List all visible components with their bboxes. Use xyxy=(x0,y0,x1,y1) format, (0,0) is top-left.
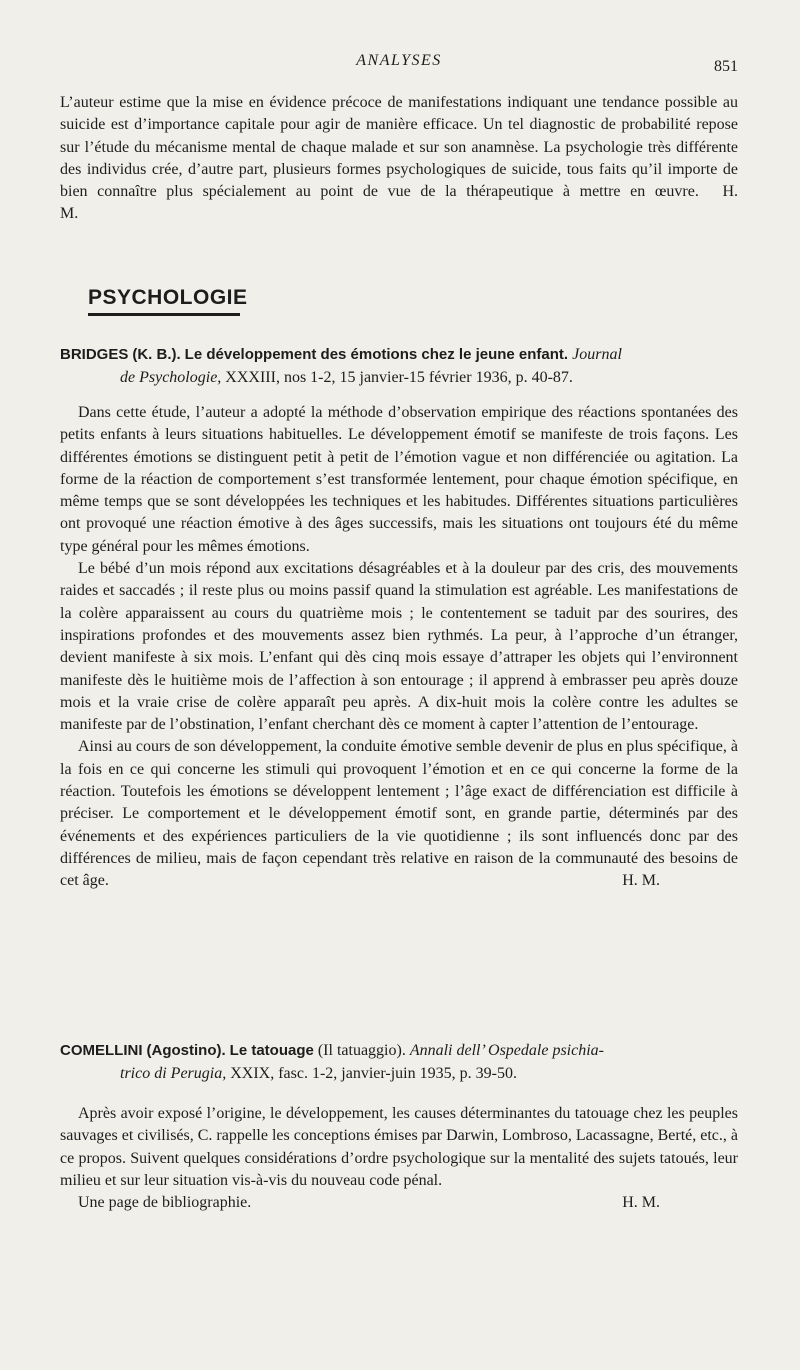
review-title: Le développement des émotions chez le jeune enfant. xyxy=(184,346,569,363)
review-citation: XXXIII, nos 1-2, 15 janvier-15 février 1936, p. 40-87. xyxy=(225,368,573,386)
review-title: Le tatouage xyxy=(229,1042,314,1059)
review-paragraph-text: Ainsi au cours de son développement, la conduite émotive semble devenir de plus en plus spécifique, à la fois en ce qui concerne les stimuli qui provoquent l’émotion et en ce qui concerne la forme de la réaction. Toutefois les émotions se développent lentement ; l’âge exact de différenciation est difficile à préciser. Le comportement et le développement émotif sont, en grande partie, déterminés par des événements et des expériences particuliers de la vie quotidienne ; ils sont influencés donc par des différences de milieu, mais de façon cependant très relative en raison de la communauté des besoins de cet âge. xyxy=(60,738,738,890)
review-paragraph: Le bébé d’un mois répond aux excitations désagréables et à la douleur par des cris, des mouvements raides et saccadés ; il reste plus ou moins passif quand la stimulation est agréable. Les manifestations de la colère apparaissent au cours du quatrième mois ; le contentement se taduit par des sourires, des inspirations profondes et des mouvements assez bien rythmés. La peur, à l’approche d’un étranger, devient manifeste à six mois. L’enfant qui dès cinq mois essaye d’attraper les objets qui l’environnent manifeste dès le huitième mois de l’affection à son entourage ; il apprend à embrasser peu après douze mois et la vraie crise de colère apparaît peu après. A dix-huit mois la colère contre les adultes se manifeste par de l’obstination, l’enfant cherchant dès ce moment à capter l’attention de l’entourage. xyxy=(60,560,738,734)
intro-signature: H. M. xyxy=(60,183,739,223)
review-paragraph: Dans cette étude, l’auteur a adopté la méthode d’observation empirique des réactions spontanées des petits enfants à leurs situations habituelles. Le développement émotif se manifeste de trois façons. Les différentes émotions se distinguent petit à petit de l’émotion vague et non différenciée ou agitation. La forme de la réaction de comportement s’est transformée lentement, pour chaque émotion spécifique, en même temps que se sont développées les techniques et les habitudes. Différentes situations particulières ont provoqué une réaction émotive à des âges successifs, mais les situations ont toujours été du même type général pour les mêmes émotions. xyxy=(60,404,738,555)
review-author-initials: (K. B.). xyxy=(132,346,181,363)
review-signature: H. M. xyxy=(622,1194,660,1212)
reference-line-2 xyxy=(60,1063,738,1086)
section-underline xyxy=(88,313,240,316)
review-journal-part-1: Journal xyxy=(572,346,622,363)
intro-block xyxy=(60,92,738,226)
page-header xyxy=(60,52,738,78)
review-2-body xyxy=(60,1103,738,1214)
review-paragraph xyxy=(60,736,738,892)
review-author: COMELLINI xyxy=(60,1042,143,1059)
review-journal-part-1: Annali dell’ Ospedale psichia- xyxy=(409,1042,604,1059)
review-citation: XXIX, fasc. 1-2, janvier-juin 1935, p. 39-50. xyxy=(230,1064,517,1082)
review-paragraph-text: Une page de bibliographie. xyxy=(78,1194,252,1212)
review-original-title: (Il tatuaggio). xyxy=(317,1042,406,1059)
review-author-initials: (Agostino). xyxy=(146,1042,226,1059)
review-1-body xyxy=(60,402,738,893)
reference-line-2 xyxy=(60,367,738,390)
review-2-reference xyxy=(60,1040,738,1085)
intro-text: L’auteur estime que la mise en évidence précoce de manifestations indiquant une tendance possible au suicide est d’importance capitale pour agir de manière efficace. Un tel diagnostic de probabilité repose sur l’étude du mécanisme mental de chaque malade et sur son anamnèse. La psychologie très différente des individus crée, d’autre part, plusieurs formes psychologiques de suicide, tous faits qu’il importe de bien connaître plus spécialement au point de vue de la thérapeutique à mettre en œuvre. xyxy=(60,94,738,201)
page-number: 851 xyxy=(714,58,738,75)
running-title: ANALYSES xyxy=(356,52,442,69)
review-journal-part-2: trico di Perugia, xyxy=(120,1064,227,1082)
review-journal-part-2: de Psychologie, xyxy=(120,368,222,386)
reference-line-1 xyxy=(60,344,738,367)
section-heading: PSYCHOLOGIE xyxy=(88,286,248,309)
review-author: BRIDGES xyxy=(60,346,129,363)
reference-line-1 xyxy=(60,1040,738,1063)
review-paragraph: Après avoir exposé l’origine, le développement, les causes déterminantes du tatouage chez les peuples sauvages et civilisés, C. rappelle les conceptions émises par Darwin, Lombroso, Lacassagne, Berté, etc., à ce propos. Suivent quelques considérations d’ordre psychologique sur la mentalité des sujets tatoués, leur milieu et sur leur situation vis-à-vis du nouveau code pénal. xyxy=(60,1105,738,1189)
intro-paragraph xyxy=(60,92,738,226)
review-signature: H. M. xyxy=(622,872,660,890)
review-paragraph xyxy=(60,1192,738,1214)
review-1-reference xyxy=(60,344,738,389)
